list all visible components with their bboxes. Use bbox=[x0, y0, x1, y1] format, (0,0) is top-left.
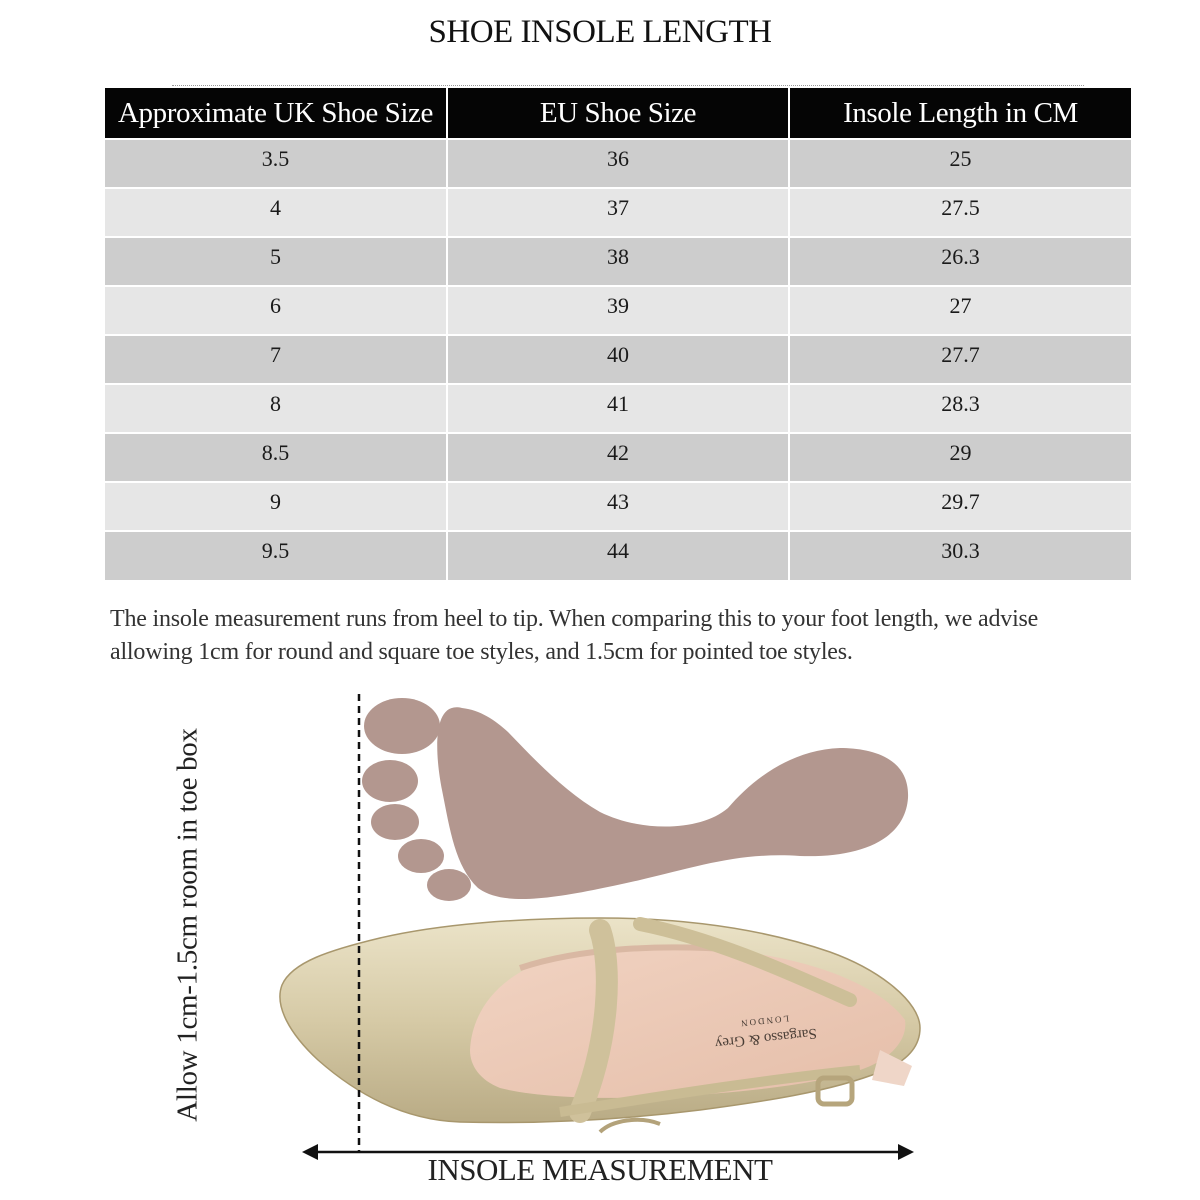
cell-eu-size: 38 bbox=[447, 237, 789, 286]
cell-uk-size: 9 bbox=[105, 482, 447, 531]
cell-insole-length: 28.3 bbox=[789, 384, 1131, 433]
cell-uk-size: 8.5 bbox=[105, 433, 447, 482]
cell-eu-size: 40 bbox=[447, 335, 789, 384]
toe-box-label: Allow 1cm-1.5cm room in toe box bbox=[171, 728, 204, 1122]
header-insole-length: Insole Length in CM bbox=[789, 88, 1131, 139]
cell-insole-length: 29.7 bbox=[789, 482, 1131, 531]
page-title: SHOE INSOLE LENGTH bbox=[428, 14, 772, 50]
brand-name: Sargasso & Grey bbox=[714, 1024, 818, 1052]
cell-eu-size: 42 bbox=[447, 433, 789, 482]
footprint-icon bbox=[362, 698, 908, 901]
insole-measurement-label: INSOLE MEASUREMENT bbox=[427, 1152, 773, 1187]
cell-eu-size: 41 bbox=[447, 384, 789, 433]
brand-city: LONDON bbox=[738, 1013, 790, 1029]
cell-uk-size: 4 bbox=[105, 188, 447, 237]
cell-insole-length: 27 bbox=[789, 286, 1131, 335]
cell-uk-size: 6 bbox=[105, 286, 447, 335]
header-uk-size: Approximate UK Shoe Size bbox=[105, 88, 447, 139]
cell-insole-length: 29 bbox=[789, 433, 1131, 482]
cell-uk-size: 8 bbox=[105, 384, 447, 433]
cell-eu-size: 43 bbox=[447, 482, 789, 531]
insole-note: The insole measurement runs from heel to tip. When comparing this to your foot length, we advise allowing 1cm for round and square toe styles, and 1.5cm for pointed toe styles. bbox=[110, 606, 1039, 665]
cell-eu-size: 39 bbox=[447, 286, 789, 335]
cell-insole-length: 26.3 bbox=[789, 237, 1131, 286]
cell-eu-size: 36 bbox=[447, 139, 789, 188]
cell-uk-size: 9.5 bbox=[105, 531, 447, 580]
cell-uk-size: 7 bbox=[105, 335, 447, 384]
cell-eu-size: 44 bbox=[447, 531, 789, 580]
cell-insole-length: 27.7 bbox=[789, 335, 1131, 384]
shoe-illustration bbox=[280, 918, 920, 1132]
cell-uk-size: 5 bbox=[105, 237, 447, 286]
cell-insole-length: 30.3 bbox=[789, 531, 1131, 580]
cell-uk-size: 3.5 bbox=[105, 139, 447, 188]
cell-insole-length: 27.5 bbox=[789, 188, 1131, 237]
header-eu-size: EU Shoe Size bbox=[447, 88, 789, 139]
cell-insole-length: 25 bbox=[789, 139, 1131, 188]
cell-eu-size: 37 bbox=[447, 188, 789, 237]
